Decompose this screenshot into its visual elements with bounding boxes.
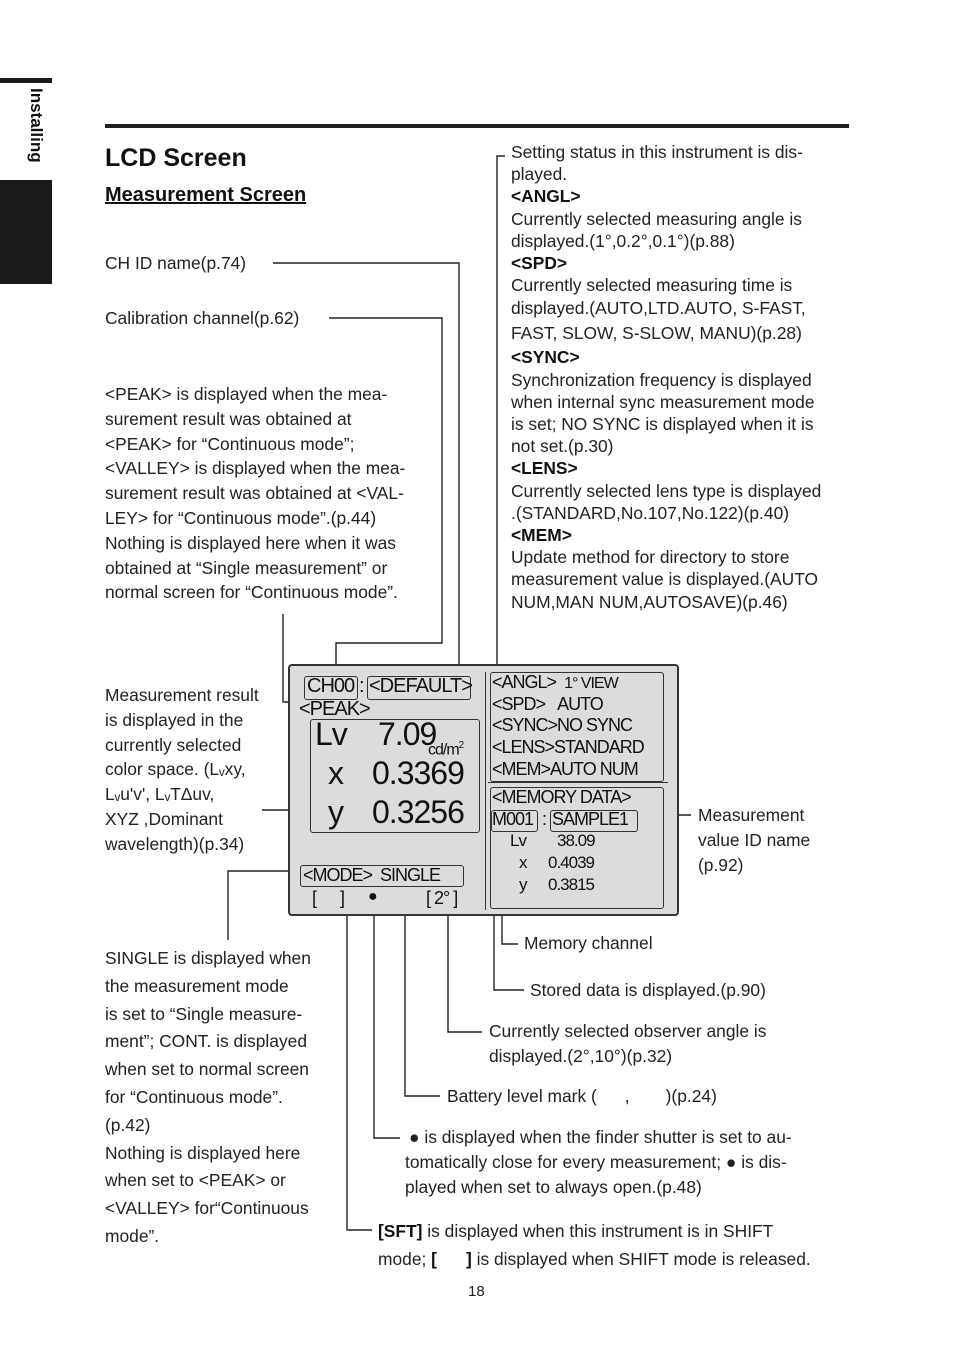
settings-line: is set; NO SYNC is displayed when it is <box>511 414 814 435</box>
lcd-screen <box>288 664 679 916</box>
lcd-row-lv-value: 7.09 <box>378 716 437 752</box>
lcd-unit: $cd/m^2$ <box>428 740 464 759</box>
callout-cal-channel: Calibration channel(p.62) <box>105 308 300 328</box>
callout-observer-angle: Currently selected observer angle is displayed.(2°,10°)(p.32) <box>489 1021 767 1066</box>
lcd-setting-mem: <MEM>AUTO NUM <box>492 759 638 779</box>
settings-heading: <LENS> <box>511 458 578 479</box>
leader-shutter <box>374 903 400 1138</box>
settings-line: Update method for directory to store <box>511 547 790 568</box>
lcd-shutter-dot: ● <box>368 888 377 905</box>
settings-line: Currently selected lens type is displayed <box>511 480 822 501</box>
lcd-row-y-value: 0.3256 <box>372 794 464 830</box>
callout-memory-channel: Memory channel <box>524 933 653 953</box>
leader-battery <box>405 911 440 1096</box>
lcd-observer: [ 2° ] <box>426 888 458 908</box>
lcd-memory-x-label: x <box>519 853 527 872</box>
callout-ch-id: CH ID name(p.74) <box>105 253 247 273</box>
settings-heading: <MEM> <box>511 525 572 546</box>
lcd-memory-sep: : <box>542 809 547 829</box>
section-subtitle: Measurement Screen <box>105 184 307 206</box>
lcd-memory-y-value: 0.3815 <box>548 875 594 894</box>
page-title: LCD Screen <box>105 144 247 172</box>
callout-single-note: SINGLE is displayed when the measurement mode is set to “Single measure- ment”; CONT. is displayed when set to normal screen for “Continuous mode”. (p.42) Nothing is displayed here when set to <PEAK> or <VALLEY> for“Continuous mode”. <box>105 948 311 1246</box>
callout-battery: Battery level mark ( , )(p.24) <box>447 1086 717 1106</box>
lcd-memory-name: SAMPLE1 <box>552 809 629 829</box>
callout-shutter: ● is displayed when the finder shutter is set to au- tomatically close for every measurement; ● is dis- played when set to always open.(p.48) <box>405 1127 792 1197</box>
settings-line: not set.(p.30) <box>511 436 614 457</box>
callout-peak-note: <PEAK> is displayed when the mea- surement result was obtained at <PEAK> for “Continuous mode”; <VALLEY> is displayed when the mea- surement result was obtained at <VAL- LEY> for “Continuous mode”.(p.44) Nothing is displayed here when it was obtained at “Single measurement” or normal screen for “Continuous mode”. <box>105 384 406 603</box>
lcd-ch: CH00 <box>307 675 355 697</box>
settings-heading: <ANGL> <box>511 186 581 207</box>
lcd-mode: <MODE> SINGLE <box>303 865 441 885</box>
lcd-row-lv-label: Lv <box>315 716 347 752</box>
lcd-memory-y-label: y <box>519 875 527 894</box>
lcd-divider <box>485 672 486 910</box>
lcd-ch-name: <DEFAULT> <box>369 675 472 697</box>
settings-description <box>511 141 856 613</box>
settings-heading: <SYNC> <box>511 347 580 368</box>
lcd-setting-spd: <SPD> AUTO <box>492 694 603 714</box>
side-tab-label: Installing <box>27 88 46 163</box>
settings-line: Synchronization frequency is displayed <box>511 369 812 390</box>
settings-heading: <SPD> <box>511 253 568 274</box>
lcd-memory-ch: M001 <box>492 809 534 829</box>
lcd-ch-colon: : <box>359 675 364 697</box>
lcd-bezel <box>288 664 679 916</box>
lcd-row-x-value: 0.3369 <box>372 755 464 791</box>
settings-line: displayed.(1°,0.2°,0.1°)(p.88) <box>511 230 735 251</box>
callout-shift: [SFT] is displayed when this instrument is in SHIFT mode; [ ] is displayed when SHIFT mode is released. <box>378 1221 811 1269</box>
settings-line: displayed.(AUTO,LTD.AUTO, S-FAST, <box>511 298 806 319</box>
settings-line: Currently selected measuring angle is <box>511 208 802 229</box>
lcd-setting-sync: <SYNC>NO SYNC <box>492 715 633 735</box>
settings-line: played. <box>511 164 568 185</box>
lcd-status-bracket: [ ] <box>312 888 345 908</box>
lcd-setting-lens: <LENS>STANDARD <box>492 737 644 757</box>
settings-line: Currently selected measuring time is <box>511 275 793 296</box>
settings-line: when internal sync measurement mode <box>511 391 815 412</box>
lcd-settings-rule <box>488 782 668 783</box>
callout-stored-data: Stored data is displayed.(p.90) <box>530 980 766 1000</box>
callout-value-id: Measurement value ID name (p.92) <box>698 805 811 875</box>
settings-line: NUM,MAN NUM,AUTOSAVE)(p.46) <box>511 591 788 612</box>
lcd-memory-x-value: 0.4039 <box>548 853 594 872</box>
lcd-row-y-label: y <box>328 794 343 830</box>
lcd-memory-title: <MEMORY DATA> <box>492 787 631 807</box>
lcd-memory-lv-value: 38.09 <box>557 831 595 850</box>
lcd-peak: <PEAK> <box>299 698 370 720</box>
settings-line: FAST, SLOW, S-SLOW, MANU)(p.28) <box>511 323 802 344</box>
lcd-memory-lv-label: Lv <box>510 831 526 850</box>
leader-settings <box>497 156 505 672</box>
leader-sft <box>347 903 372 1230</box>
page-number: 18 <box>468 1283 485 1300</box>
callout-measurement-result: Measurement result is displayed in the currently selected color space. (Lᵥxy, Lᵥu'v', LᵥTΔuv, XYZ ,Dominant wavelength)(p.34) <box>105 685 259 854</box>
settings-line: measurement value is displayed.(AUTO <box>511 569 819 590</box>
settings-line: .(STANDARD,No.107,No.122)(p.40) <box>511 502 790 523</box>
settings-line: Setting status in this instrument is dis- <box>511 142 803 162</box>
lcd-setting-angl: <ANGL> 1° VIEW <box>492 672 618 692</box>
lcd-row-x-label: x <box>328 755 343 791</box>
